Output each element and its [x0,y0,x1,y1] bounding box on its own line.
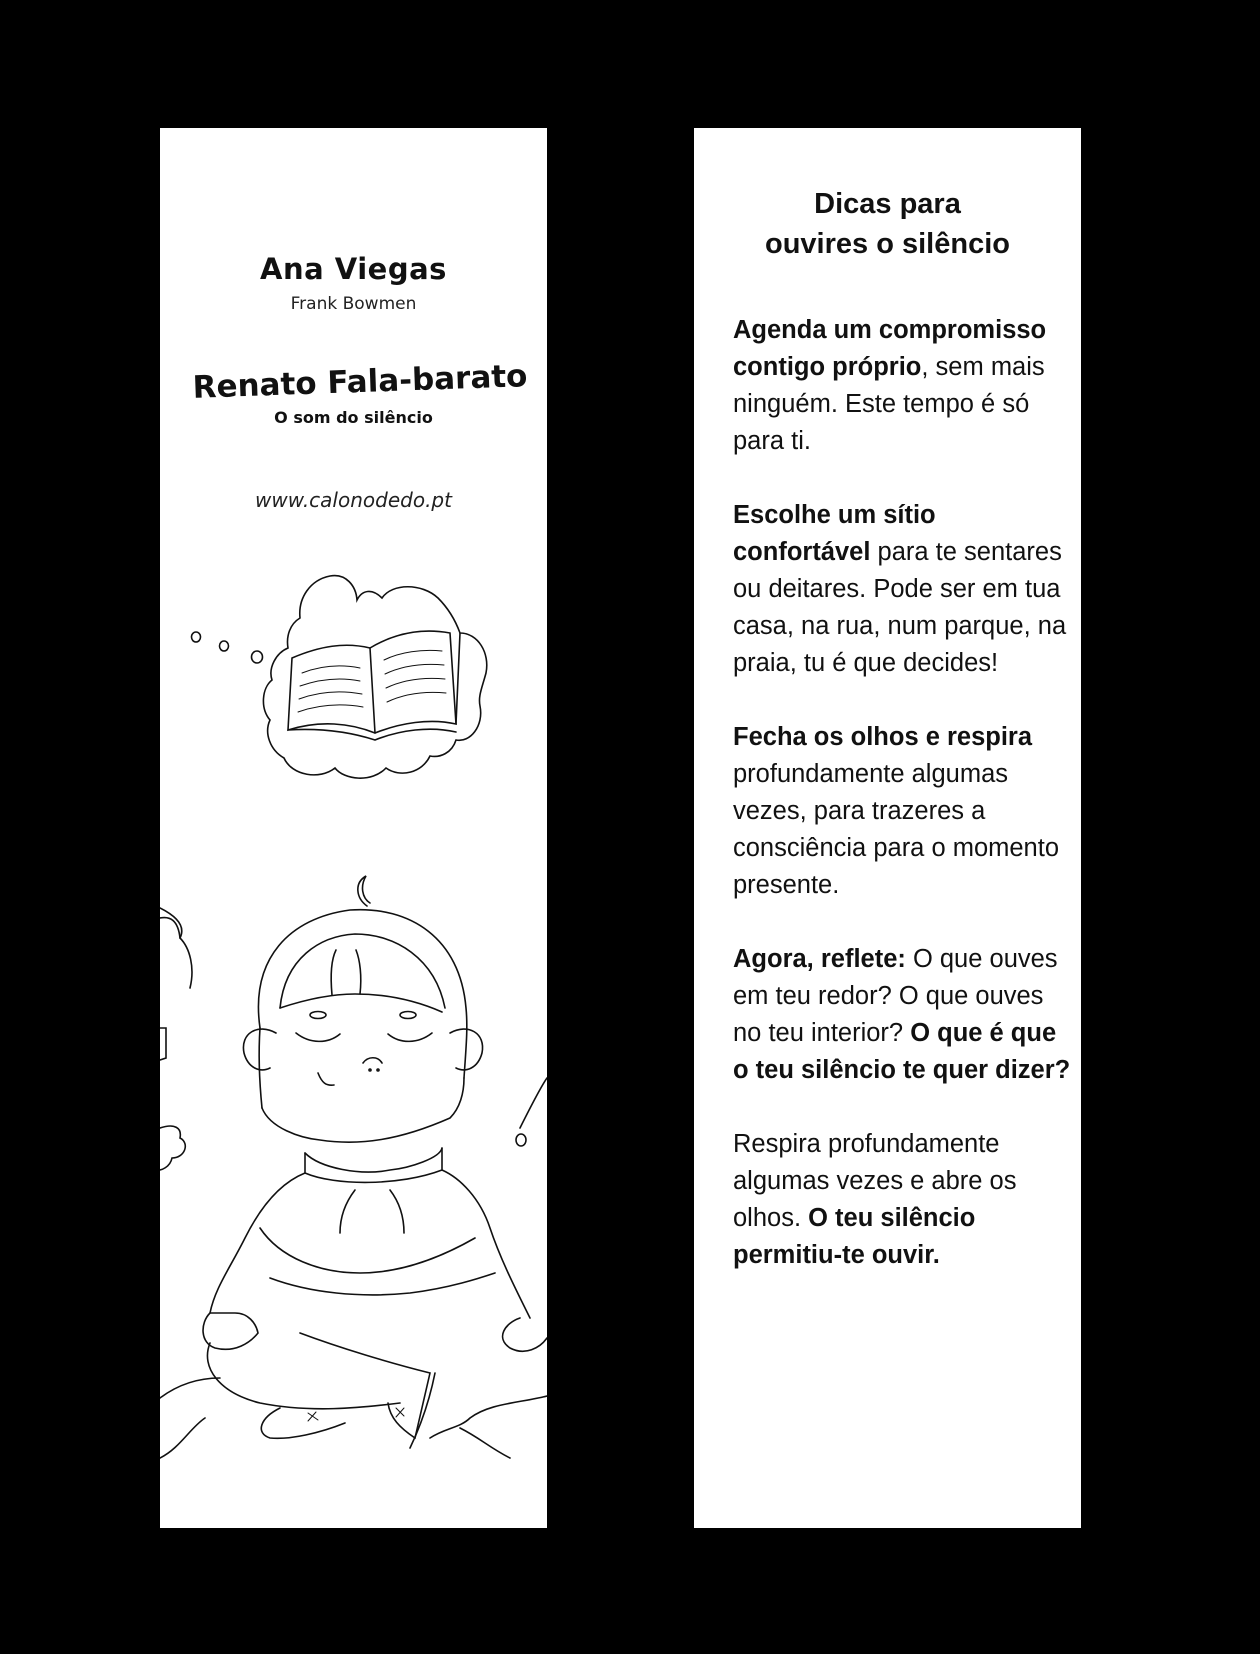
tip-item [733,312,1073,460]
tip-item [733,1126,1073,1274]
tip-bold-question: O que é que o teu silêncio te quer dizer? [733,1019,1071,1084]
tip-text: O que ouves em teu redor? O que ouves no teu interior? [733,945,1058,1047]
tips-title-line1: Dicas para [814,188,961,220]
author-name: Ana Viegas [260,252,447,286]
tip-text: Respira profundamente algumas vezes e abre os olhos. [733,1130,1017,1232]
illustrator-name: Frank Bowmen [290,294,417,314]
book-title: Renato Fala-barato [192,358,528,406]
tip-item [733,941,1073,1089]
tip-text: profundamente algumas vezes, para trazeres a consciência para o momento presente. [733,760,1060,899]
tip-bold: Fecha os olhos e respira [733,723,1033,751]
tip-bold: Escolhe um sítio confortável [733,501,936,566]
website-link: www.calonodedo.pt [255,488,452,512]
tip-text: para te sentares ou deitares. Pode ser em tua casa, na rua, num parque, na praia, tu é que decides! [733,538,1067,677]
bookmark-front [160,128,547,1528]
tip-bold: Agora, reflete: [733,945,906,973]
tips-title [694,184,1081,264]
bookmark-back [694,128,1081,1528]
tips-title-line2: ouvires o silêncio [765,228,1010,260]
meditating-child-icon [160,128,547,1528]
tip-item [733,497,1073,682]
tip-item [733,719,1073,904]
book-subtitle: O som do silêncio [274,408,433,427]
tip-bold: Agenda um compromisso contigo próprio [733,316,1047,381]
tip-text: , sem mais ninguém. Este tempo é só para ti. [733,353,1045,455]
tip-bold-closing: O teu silêncio permitiu-te ouvir. [733,1204,976,1269]
tips-list [733,312,1073,1311]
